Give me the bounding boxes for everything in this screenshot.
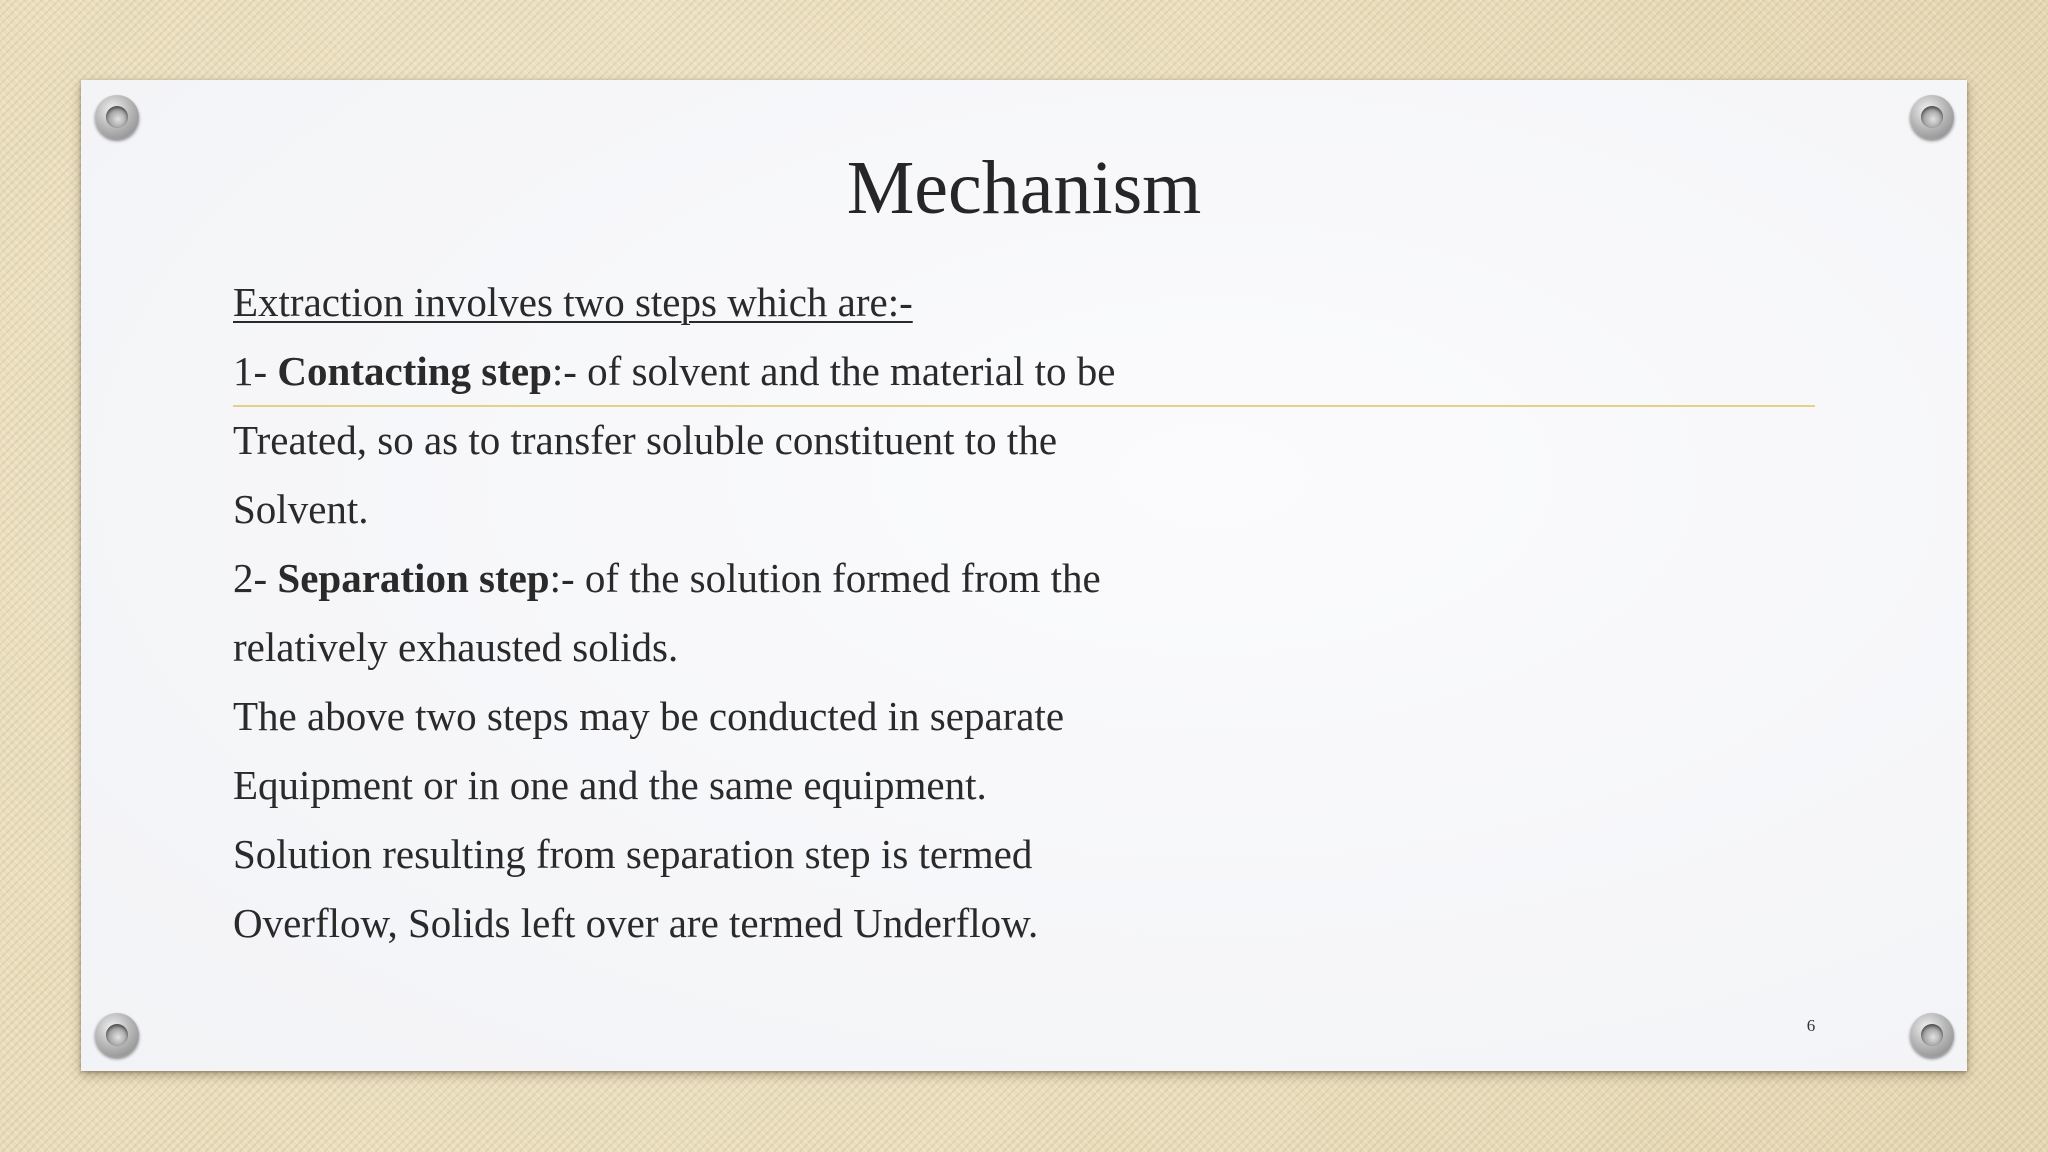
step-2-term: Separation step xyxy=(277,555,550,601)
step-1-continuation-a: Treated, so as to transfer soluble constituent to the xyxy=(233,417,1058,463)
intro-line: Extraction involves two steps which are:- xyxy=(233,279,913,325)
slide-title: Mechanism xyxy=(846,146,1202,230)
step-1-line xyxy=(233,337,1793,406)
grommet-bottom-right-icon xyxy=(1910,1013,1954,1057)
step-1-rest: :- of solvent and the material to be xyxy=(551,348,1116,394)
step-2-prefix: 2- xyxy=(233,555,278,601)
step-2-line xyxy=(233,544,1793,613)
paragraph-line-b: Equipment or in one and the same equipment. xyxy=(233,762,987,808)
step-2-rest: :- of the solution formed from the xyxy=(549,555,1101,601)
grommet-top-right-icon xyxy=(1910,95,1954,139)
step-1-term: Contacting step xyxy=(277,348,552,394)
step-1-prefix: 1- xyxy=(233,348,278,394)
grommet-top-left-icon xyxy=(95,95,139,139)
step-1-continuation-b: Solvent. xyxy=(233,486,369,532)
page-number: 6 xyxy=(1806,1016,1816,1035)
slide-body xyxy=(233,268,1793,958)
grommet-bottom-left-icon xyxy=(95,1013,139,1057)
step-2-continuation: relatively exhausted solids. xyxy=(233,624,679,670)
paragraph-line-c: Solution resulting from separation step is termed xyxy=(233,831,1033,877)
paragraph-line-d: Overflow, Solids left over are termed Underflow. xyxy=(233,900,1039,946)
paragraph-line-a: The above two steps may be conducted in separate xyxy=(233,693,1065,739)
